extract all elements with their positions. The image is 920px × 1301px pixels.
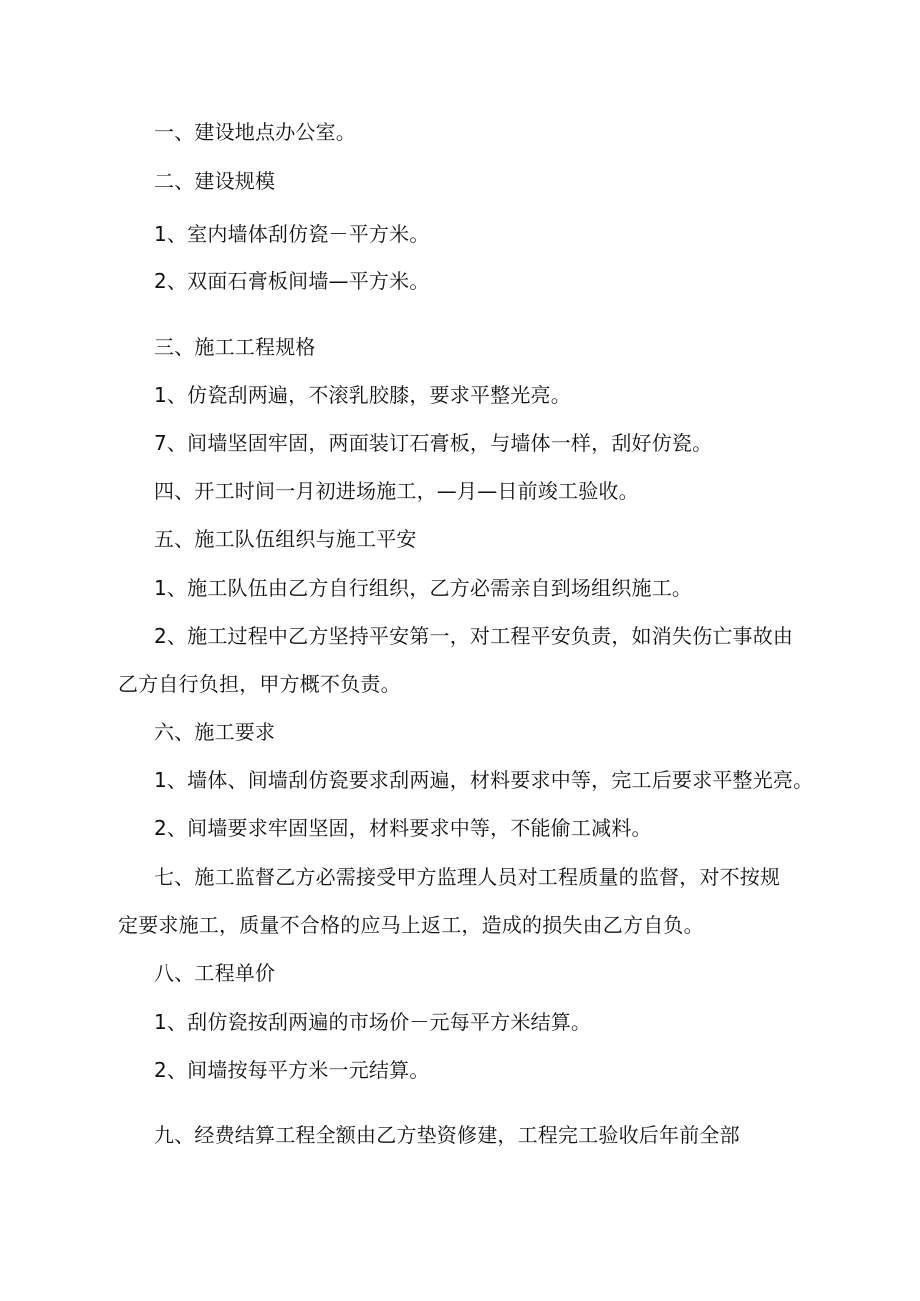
section-8-item-2: 2、间墙按每平方米一元结算。 [154, 1058, 430, 1082]
section-5-item-2: 2、施工过程中乙方坚持平安第一，对工程平安负责，如消失伤亡事故由 [154, 624, 794, 648]
section-2-heading: 二、建设规模 [154, 169, 276, 193]
section-5-item-2-continued: 乙方自行负担，甲方概不负责。 [118, 672, 401, 696]
section-8-item-1: 1、刮仿瓷按刮两遍的市场价－元每平方米结算。 [154, 1010, 592, 1034]
section-1-location: 一、建设地点办公室。 [154, 120, 356, 144]
section-3-heading: 三、施工工程规格 [154, 335, 316, 359]
section-2-item-2: 2、双面石膏板间墙—平方米。 [154, 269, 430, 293]
section-5-item-1: 1、施工队伍由乙方自行组织，乙方必需亲自到场组织施工。 [154, 576, 693, 600]
section-6-item-1: 1、墙体、间墙刮仿瓷要求刮两遍，材料要求中等，完工后要求平整光亮。 [154, 768, 814, 792]
section-3-item-1: 1、仿瓷刮两遍，不滚乳胶膝，要求平整光亮。 [154, 383, 571, 407]
section-6-heading: 六、施工要求 [154, 720, 276, 744]
section-5-heading: 五、施工队伍组织与施工平安 [154, 527, 417, 551]
section-2-item-1: 1、室内墙体刮仿瓷－平方米。 [154, 222, 430, 246]
section-7-supervision: 七、施工监督乙方必需接受甲方监理人员对工程质量的监督，对不按规 [154, 865, 781, 889]
section-3-item-7: 7、间墙坚固牢固，两面装订石膏板，与墙体一样，刮好仿瓷。 [154, 431, 713, 455]
section-6-item-2: 2、间墙要求牢固坚固，材料要求中等，不能偷工减料。 [154, 816, 652, 840]
section-9-settlement: 九、经费结算工程全额由乙方垫资修建，工程完工验收后年前全部 [154, 1123, 740, 1147]
section-7-supervision-continued: 定要求施工，质量不合格的应马上返工，造成的损失由乙方自负。 [118, 913, 704, 937]
section-4-schedule: 四、开工时间一月初进场施工，—月—日前竣工验收。 [154, 479, 639, 503]
section-8-heading: 八、工程单价 [154, 961, 276, 985]
